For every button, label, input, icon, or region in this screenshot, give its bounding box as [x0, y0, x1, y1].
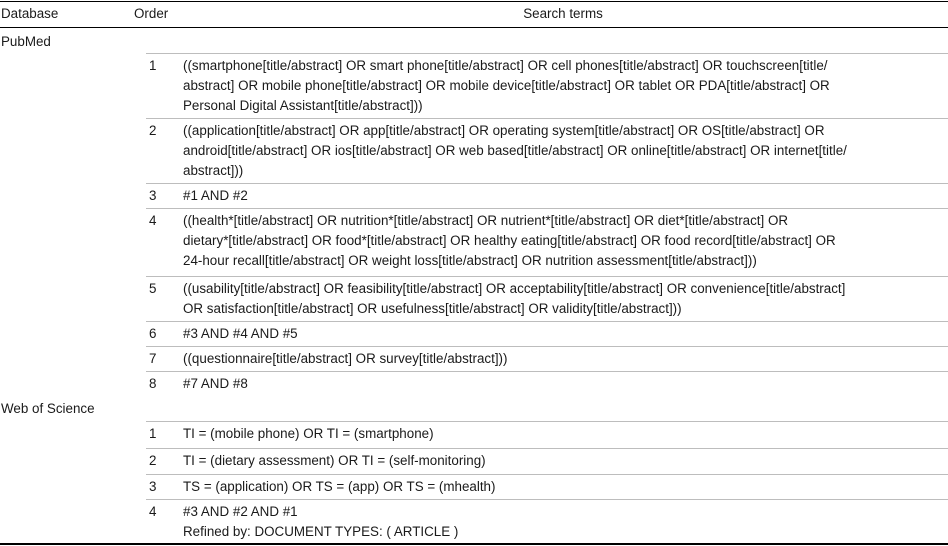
search-terms-cell	[183, 349, 945, 369]
search-terms-cell	[183, 211, 945, 271]
terms-line: dietary*[title/abstract] OR food*[title/abstract] OR healthy eating[title/abstract] OR food record[title/abstract] OR	[183, 233, 836, 248]
search-terms-cell	[183, 56, 945, 116]
search-terms-cell	[183, 502, 945, 542]
row-separator	[146, 276, 948, 277]
order-number: 1	[149, 426, 157, 441]
terms-line: Personal Digital Assistant[title/abstract]))	[183, 98, 423, 113]
order-number: 4	[149, 213, 157, 228]
table-top-rule	[0, 1, 948, 2]
row-separator	[146, 208, 948, 209]
order-number: 3	[149, 479, 157, 494]
terms-line: #3 AND #4 AND #5	[183, 326, 298, 341]
terms-line: ((questionnaire[title/abstract] OR survey[title/abstract]))	[183, 351, 508, 366]
terms-line: abstract] OR mobile phone[title/abstract] OR mobile device[title/abstract] OR tablet OR PDA[title/abstract] OR	[183, 78, 830, 93]
table-bottom-rule	[0, 543, 948, 545]
table-header-rule	[0, 27, 948, 28]
terms-line: ((health*[title/abstract] OR nutrition*[title/abstract] OR nutrient*[title/abstract] OR diet*[title/abstract] OR	[183, 213, 789, 228]
search-terms-cell	[183, 424, 945, 444]
terms-line: android[title/abstract] OR ios[title/abstract] OR web based[title/abstract] OR online[title/abstract] OR internet[title/	[183, 143, 847, 158]
search-terms-cell	[183, 121, 945, 181]
row-separator	[146, 448, 948, 449]
search-terms-cell	[183, 324, 945, 344]
terms-line: TI = (mobile phone) OR TI = (smartphone)	[183, 426, 434, 441]
order-number: 4	[149, 504, 157, 519]
terms-line: #1 AND #2	[183, 188, 248, 203]
terms-line: ((smartphone[title/abstract] OR smart phone[title/abstract] OR cell phones[title/abstract] OR touchscreen[title/	[183, 58, 828, 73]
search-terms-cell	[183, 451, 945, 471]
terms-line: TI = (dietary assessment) OR TI = (self-monitoring)	[183, 453, 486, 468]
row-separator	[146, 499, 948, 500]
row-separator	[146, 118, 948, 119]
order-number: 3	[149, 188, 157, 203]
order-number: 2	[149, 123, 157, 138]
order-number: 1	[149, 58, 157, 73]
header-search-terms: Search terms	[523, 6, 603, 21]
row-separator	[146, 371, 948, 372]
row-separator	[146, 474, 948, 475]
search-terms-cell	[183, 186, 945, 206]
search-terms-cell	[183, 374, 945, 394]
terms-line: ((usability[title/abstract] OR feasibility[title/abstract] OR acceptability[title/abstract] OR convenience[title/abstract]	[183, 281, 846, 296]
terms-line: OR satisfaction[title/abstract] OR usefulness[title/abstract] OR validity[title/abstract]))	[183, 301, 682, 316]
order-number: 5	[149, 281, 157, 296]
database-pubmed: PubMed	[1, 34, 51, 49]
header-database: Database	[1, 6, 59, 21]
row-separator	[146, 53, 948, 54]
terms-line: 24-hour recall[title/abstract] OR weight loss[title/abstract] OR nutrition assessment[title/abstract]))	[183, 253, 757, 268]
terms-line: Refined by: DOCUMENT TYPES: ( ARTICLE )	[183, 524, 459, 539]
row-separator	[146, 183, 948, 184]
database-web-of-science: Web of Science	[1, 401, 95, 416]
terms-line: #7 AND #8	[183, 376, 248, 391]
row-separator	[146, 321, 948, 322]
row-separator	[146, 421, 948, 422]
terms-line: TS = (application) OR TS = (app) OR TS = (mhealth)	[183, 479, 496, 494]
order-number: 2	[149, 453, 157, 468]
header-order: Order	[134, 6, 169, 21]
terms-line: #3 AND #2 AND #1	[183, 504, 298, 519]
search-terms-cell	[183, 477, 945, 497]
row-separator	[146, 346, 948, 347]
order-number: 8	[149, 376, 157, 391]
search-terms-cell	[183, 279, 945, 319]
terms-line: ((application[title/abstract] OR app[title/abstract] OR operating system[title/abstract] OR OS[title/abstract] OR	[183, 123, 825, 138]
terms-line: abstract]))	[183, 163, 244, 178]
order-number: 6	[149, 326, 157, 341]
order-number: 7	[149, 351, 157, 366]
